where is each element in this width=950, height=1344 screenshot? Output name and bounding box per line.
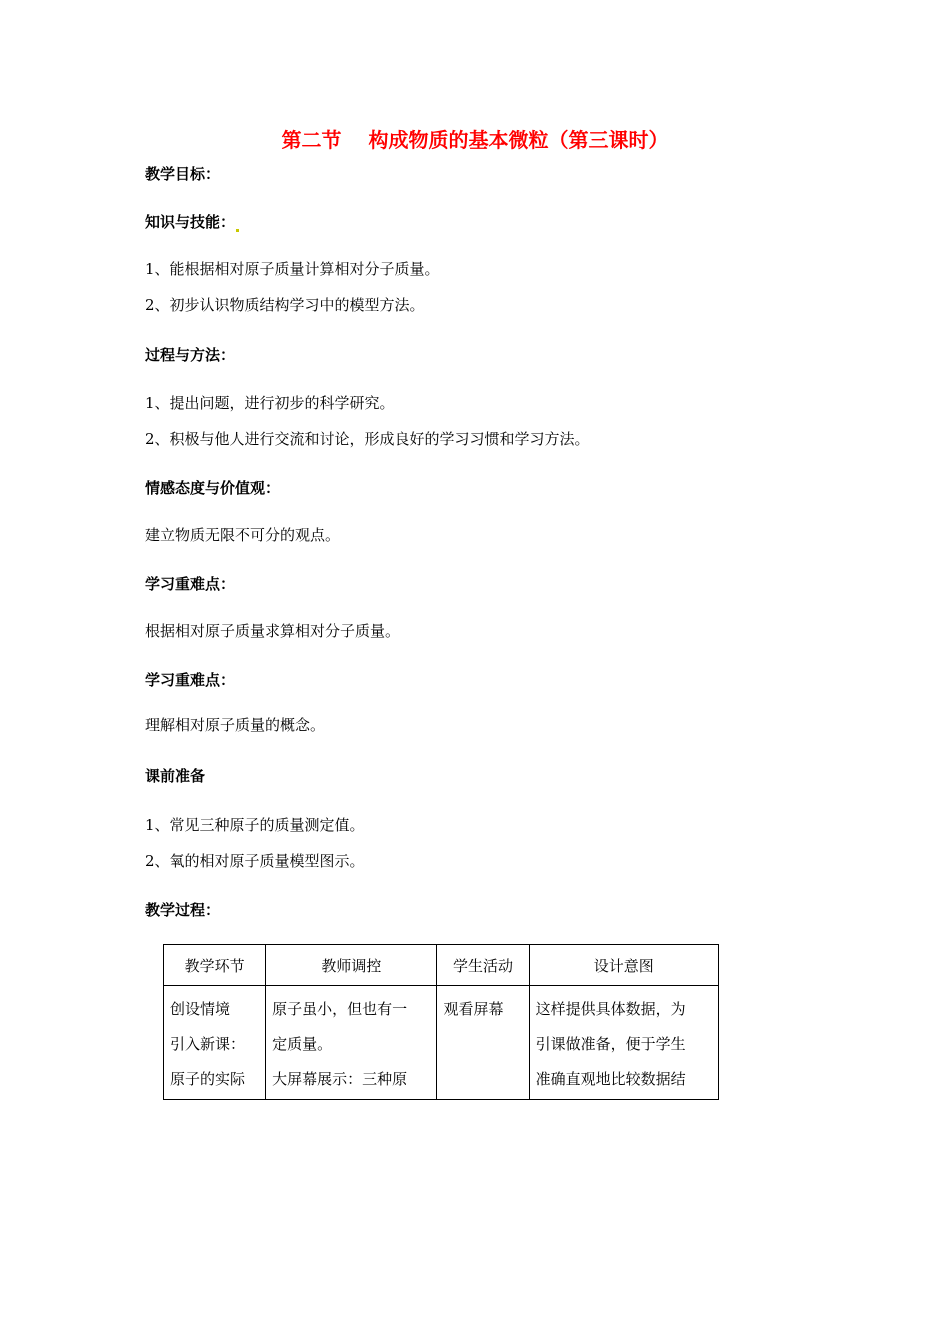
knowledge-heading <box>145 212 240 232</box>
knowledge-item-2: 2、初步认识物质结构学习中的模型方法。 <box>145 296 425 314</box>
header-stage: 教学环节 <box>164 945 266 986</box>
yellow-mark <box>236 229 239 232</box>
cell-line: 原子的实际 <box>170 1070 246 1088</box>
process-item-1: 1、提出问题，进行初步的科学研究。 <box>145 394 395 412</box>
cell-teacher <box>266 986 437 1100</box>
cell-stage <box>164 986 266 1100</box>
knowledge-item-1: 1、能根据相对原子质量计算相对分子质量。 <box>145 260 440 278</box>
preparation-item-1: 1、常见三种原子的质量测定值。 <box>145 816 365 834</box>
key-points-heading: 学习重难点： <box>145 575 236 593</box>
difficult-points-text: 理解相对原子质量的概念。 <box>145 716 326 734</box>
cell-line: 原子虽小，但也有一 <box>272 1000 408 1018</box>
teaching-process-heading: 教学过程： <box>145 901 221 919</box>
attitude-text: 建立物质无限不可分的观点。 <box>145 526 341 544</box>
table-row <box>164 986 719 1100</box>
process-heading: 过程与方法： <box>145 346 236 364</box>
cell-line: 创设情境 <box>170 1000 231 1018</box>
cell-line: 定质量。 <box>272 1035 333 1053</box>
key-points-text: 根据相对原子质量求算相对分子质量。 <box>145 622 401 640</box>
cell-line: 引入新课： <box>170 1035 246 1053</box>
cell-line: 引课做准备，便于学生 <box>535 1035 686 1053</box>
cell-line: 大屏幕展示：三种原 <box>272 1070 408 1088</box>
cell-student <box>437 986 529 1100</box>
page-title: 第二节 构成物质的基本微粒（第三课时） <box>281 128 669 152</box>
header-student: 学生活动 <box>437 945 529 986</box>
cell-line: 准确直观地比较数据结 <box>535 1070 686 1088</box>
header-teacher: 教师调控 <box>266 945 437 986</box>
preparation-heading: 课前准备 <box>145 767 206 785</box>
cell-line: 观看屏幕 <box>443 1000 504 1018</box>
cell-line: 这样提供具体数据，为 <box>535 1000 686 1018</box>
process-item-2: 2、积极与他人进行交流和讨论，形成良好的学习习惯和学习方法。 <box>145 430 590 448</box>
attitude-heading: 情感态度与价值观： <box>145 479 281 497</box>
preparation-item-2: 2、氧的相对原子质量模型图示。 <box>145 852 365 870</box>
objectives-heading: 教学目标： <box>145 165 221 183</box>
difficult-points-heading: 学习重难点： <box>145 671 236 689</box>
lesson-table <box>163 944 719 1100</box>
table-header-row <box>164 945 719 986</box>
cell-intent <box>529 986 718 1100</box>
header-intent: 设计意图 <box>529 945 718 986</box>
knowledge-heading-text: 知识与技能： <box>145 213 236 231</box>
